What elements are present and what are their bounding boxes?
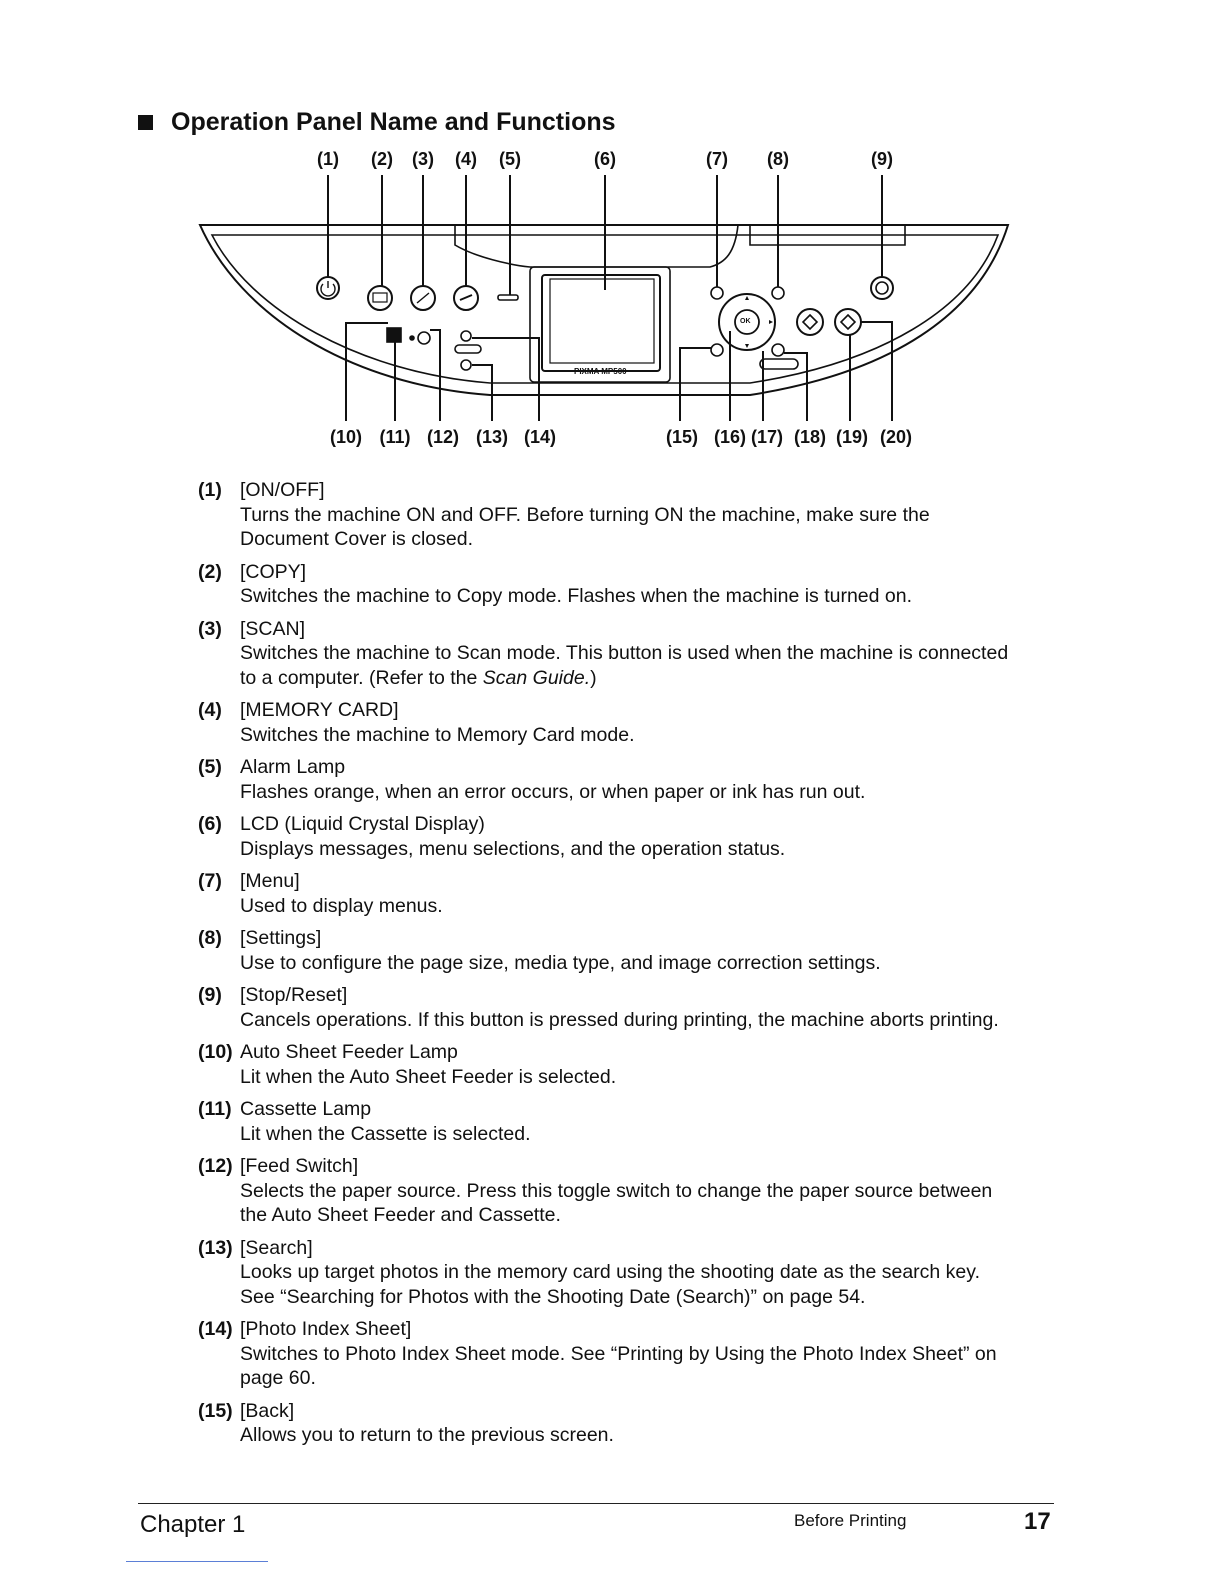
item-number: (15) [198,1399,233,1422]
item-name: Cassette Lamp [240,1098,372,1120]
item-number: (10) [198,1041,233,1063]
item-number: (1) [198,479,222,501]
callout-17: (17) [750,427,784,447]
item-description: Switches to Photo Index Sheet mode. See “Printing by Using the Photo Index Sheet” on [240,1342,997,1365]
callout-16: (16) [713,427,747,447]
function-list [198,478,1058,1456]
item-description: Flashes orange, when an error occurs, or when paper or ink has run out. [240,780,866,803]
list-item [198,1317,1058,1391]
footer-section: Before Printing [794,1511,907,1530]
list-item [198,1154,1058,1228]
section-title: Operation Panel Name and Functions [171,107,616,136]
lcd-brand-label: PIXMA MP500 [574,367,627,376]
item-number: (7) [198,870,222,892]
item-description: See “Searching for Photos with the Shooting Date (Search)” on page 54. [240,1285,866,1308]
item-description: the Auto Sheet Feeder and Cassette. [240,1204,561,1226]
callout-14: (14) [523,427,557,447]
section-heading [138,104,616,140]
list-item [198,698,1058,747]
item-description: Looks up target photos in the memory card using the shooting date as the search key. [240,1261,980,1283]
item-description: Document Cover is closed. [240,528,474,550]
item-description: Lit when the Cassette is selected. [240,1122,531,1145]
callout-20: (20) [879,427,913,447]
list-item [198,755,1058,804]
item-name: [ON/OFF] [240,479,325,501]
item-number: (14) [198,1318,233,1340]
footer-chapter: Chapter 1 [140,1511,246,1538]
item-number: (11) [198,1098,232,1120]
list-item [198,1097,1058,1146]
item-name: [SCAN] [240,617,306,640]
callout-7: (7) [706,149,728,169]
item-name: [Search] [240,1236,313,1259]
item-name: Alarm Lamp [240,756,346,778]
callout-4: (4) [455,149,477,169]
item-number: (9) [198,984,222,1006]
callout-6: (6) [594,149,616,169]
callout-9: (9) [871,149,893,169]
callout-2: (2) [371,149,393,169]
item-name: Auto Sheet Feeder Lamp [240,1041,458,1063]
panel-illustration [190,145,1030,460]
callout-5: (5) [499,149,521,169]
item-description: Used to display menus. [240,894,443,917]
list-item [198,478,1058,552]
list-item [198,926,1058,975]
list-item [198,1399,1058,1448]
item-description: Selects the paper source. Press this toggle switch to change the paper source between [240,1179,993,1202]
item-number: (12) [198,1155,233,1177]
list-item [198,812,1058,861]
item-description: Use to configure the page size, media type, and image correction settings. [240,951,881,974]
item-number: (3) [198,617,222,640]
item-description: Displays messages, menu selections, and the operation status. [240,837,786,860]
page-number: 17 [1024,1508,1051,1535]
item-name: [COPY] [240,560,307,583]
callout-10: (10) [329,427,363,447]
callout-8: (8) [767,149,789,169]
item-name: [MEMORY CARD] [240,699,399,721]
callout-1: (1) [317,149,339,169]
item-number: (13) [198,1236,233,1259]
list-item [198,869,1058,918]
callout-19: (19) [835,427,869,447]
item-description: page 60. [240,1367,316,1389]
list-item [198,1040,1058,1089]
item-description: to a computer. (Refer to the Scan Guide.) [240,666,597,689]
list-item [198,560,1058,609]
callout-12: (12) [426,427,460,447]
item-name: LCD (Liquid Crystal Display) [240,813,485,835]
item-description: Allows you to return to the previous screen. [240,1424,614,1446]
bottom-accent-line [126,1561,268,1562]
item-name: [Photo Index Sheet] [240,1318,412,1340]
item-number: (2) [198,560,222,583]
item-number: (4) [198,699,222,721]
item-name: [Back] [240,1399,295,1422]
callout-15: (15) [665,427,699,447]
list-item [198,617,1058,691]
item-description: Switches the machine to Copy mode. Flashes when the machine is turned on. [240,585,913,607]
item-number: (5) [198,756,222,778]
item-name: [Settings] [240,927,322,949]
item-name: [Menu] [240,870,300,892]
item-description: Lit when the Auto Sheet Feeder is selected. [240,1065,617,1088]
callout-18: (18) [793,427,827,447]
ok-button-label: OK [740,318,751,325]
footer-divider [138,1503,1054,1504]
item-number: (6) [198,813,222,835]
callout-13: (13) [475,427,509,447]
item-name: [Stop/Reset] [240,984,348,1006]
callout-3: (3) [412,149,434,169]
item-description: Cancels operations. If this button is pressed during printing, the machine aborts printing. [240,1008,999,1031]
item-description: Switches the machine to Memory Card mode. [240,723,635,746]
guide-title: Scan Guide. [482,666,591,689]
operation-panel-diagram [190,145,1030,460]
item-description: Switches the machine to Scan mode. This button is used when the machine is connected [240,642,1009,664]
item-description: Turns the machine ON and OFF. Before turning ON the machine, make sure the [240,503,930,526]
list-item [198,983,1058,1032]
list-item [198,1236,1058,1310]
item-number: (8) [198,927,222,949]
callout-11: (11) [379,427,411,447]
item-name: [Feed Switch] [240,1155,359,1177]
square-bullet-icon [138,115,153,130]
